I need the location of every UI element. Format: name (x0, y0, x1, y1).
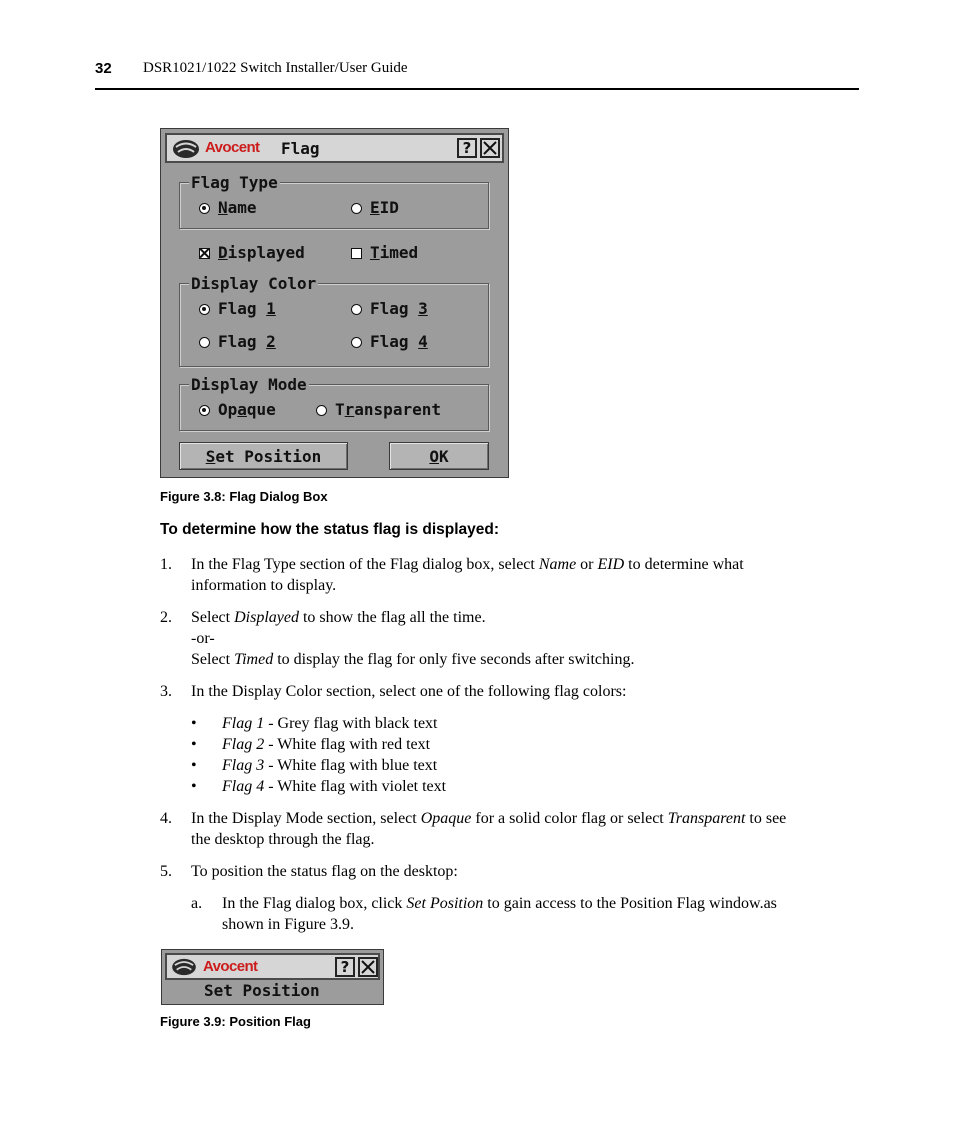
radio-flag-4[interactable] (351, 333, 428, 351)
radio-flag-4-indicator (351, 337, 362, 348)
radio-flag-1-indicator (199, 304, 210, 315)
radio-flag-2[interactable] (199, 333, 276, 351)
step-3-text: In the Display Color section, select one of the following flag colors: (191, 683, 627, 700)
close-button[interactable] (480, 138, 500, 158)
list-item: • Flag 1 - Grey flag with black text (191, 715, 438, 732)
radio-flag-3-label: Flag 3 (370, 299, 428, 318)
help-button[interactable]: ? (457, 138, 477, 158)
flag-dialog (160, 128, 509, 478)
section-heading: To determine how the status flag is displayed: (160, 521, 500, 538)
radio-eid[interactable] (351, 199, 399, 217)
radio-opaque-label: Opaque (218, 400, 276, 419)
flag-dialog-titlebar (165, 133, 504, 163)
radio-flag-1[interactable] (199, 300, 276, 318)
step-5a-number: a. (191, 895, 203, 912)
checkbox-timed-label: Timed (370, 243, 419, 262)
set-position-button[interactable]: S et Position (179, 442, 348, 470)
radio-flag-1-label: Flag 1 (218, 299, 276, 318)
step-1-text: In the Flag Type section of the Flag dialog box, select Name or EID to determine what information to display. (191, 556, 744, 594)
step-2-text: Select Displayed to show the flag all the time. -or- Select Timed to display the flag for only five seconds after switching. (191, 609, 635, 668)
radio-name-label: Name (218, 198, 257, 217)
close-button[interactable] (358, 957, 378, 977)
list-item: • Flag 2 - White flag with red text (191, 736, 431, 753)
checkbox-displayed[interactable] (199, 244, 305, 262)
step-5a-text: In the Flag dialog box, click Set Position to gain access to the Position Flag window.as shown in Figure 3.9. (222, 895, 777, 933)
position-flag-window (161, 949, 384, 1005)
close-icon (361, 960, 375, 974)
checkbox-displayed-label: Displayed (218, 243, 305, 262)
radio-transparent-indicator (316, 405, 327, 416)
checkbox-timed[interactable] (351, 244, 418, 262)
radio-flag-3[interactable] (351, 300, 428, 318)
display-mode-legend: Display Mode (191, 375, 307, 394)
color-list (191, 713, 791, 797)
radio-eid-label: EID (370, 198, 399, 217)
radio-flag-2-label: Flag 2 (218, 332, 276, 351)
step-2-number: 2. (160, 609, 172, 626)
dialog-title: Flag (281, 139, 320, 158)
radio-flag-3-indicator (351, 304, 362, 315)
step-5-text: To position the status flag on the desktop: (191, 863, 458, 880)
flag-type-legend: Flag Type (191, 173, 278, 192)
checkbox-timed-indicator (351, 248, 362, 259)
step-4-number: 4. (160, 810, 172, 827)
display-color-group (179, 283, 489, 367)
radio-transparent-label: Transparent (335, 400, 441, 419)
display-color-legend: Display Color (191, 274, 317, 293)
checkbox-displayed-indicator (199, 248, 210, 259)
position-flag-label: Set Position (204, 981, 320, 1000)
radio-flag-4-label: Flag 4 (370, 332, 428, 351)
step-3-number: 3. (160, 683, 172, 700)
avocent-brand: Avocent (205, 139, 260, 156)
ok-button[interactable]: O K (389, 442, 489, 470)
step-5-number: 5. (160, 863, 172, 880)
list-item: • Flag 4 - White flag with violet text (191, 778, 447, 795)
close-icon (483, 141, 497, 155)
radio-opaque-indicator (199, 405, 210, 416)
step-1-number: 1. (160, 556, 172, 573)
avocent-logo-icon (171, 138, 201, 160)
radio-eid-indicator (351, 203, 362, 214)
avocent-logo-icon (170, 957, 198, 977)
radio-name[interactable] (199, 199, 257, 217)
radio-name-indicator (199, 203, 210, 214)
position-flag-titlebar (165, 953, 380, 980)
radio-opaque[interactable] (199, 401, 276, 419)
help-button[interactable]: ? (335, 957, 355, 977)
figure-3-9-caption: Figure 3.9: Position Flag (160, 1014, 311, 1029)
header-rule (95, 88, 859, 90)
step-4-text: In the Display Mode section, select Opaque for a solid color flag or select Transparent to see the desktop through the flag. (191, 810, 787, 848)
radio-transparent[interactable] (316, 401, 441, 419)
list-item: • Flag 3 - White flag with blue text (191, 757, 438, 774)
figure-3-8-caption: Figure 3.8: Flag Dialog Box (160, 489, 328, 504)
radio-flag-2-indicator (199, 337, 210, 348)
avocent-brand: Avocent (203, 958, 258, 975)
guide-title: DSR1021/1022 Switch Installer/User Guide (143, 60, 408, 76)
page-number: 32 (95, 60, 112, 77)
